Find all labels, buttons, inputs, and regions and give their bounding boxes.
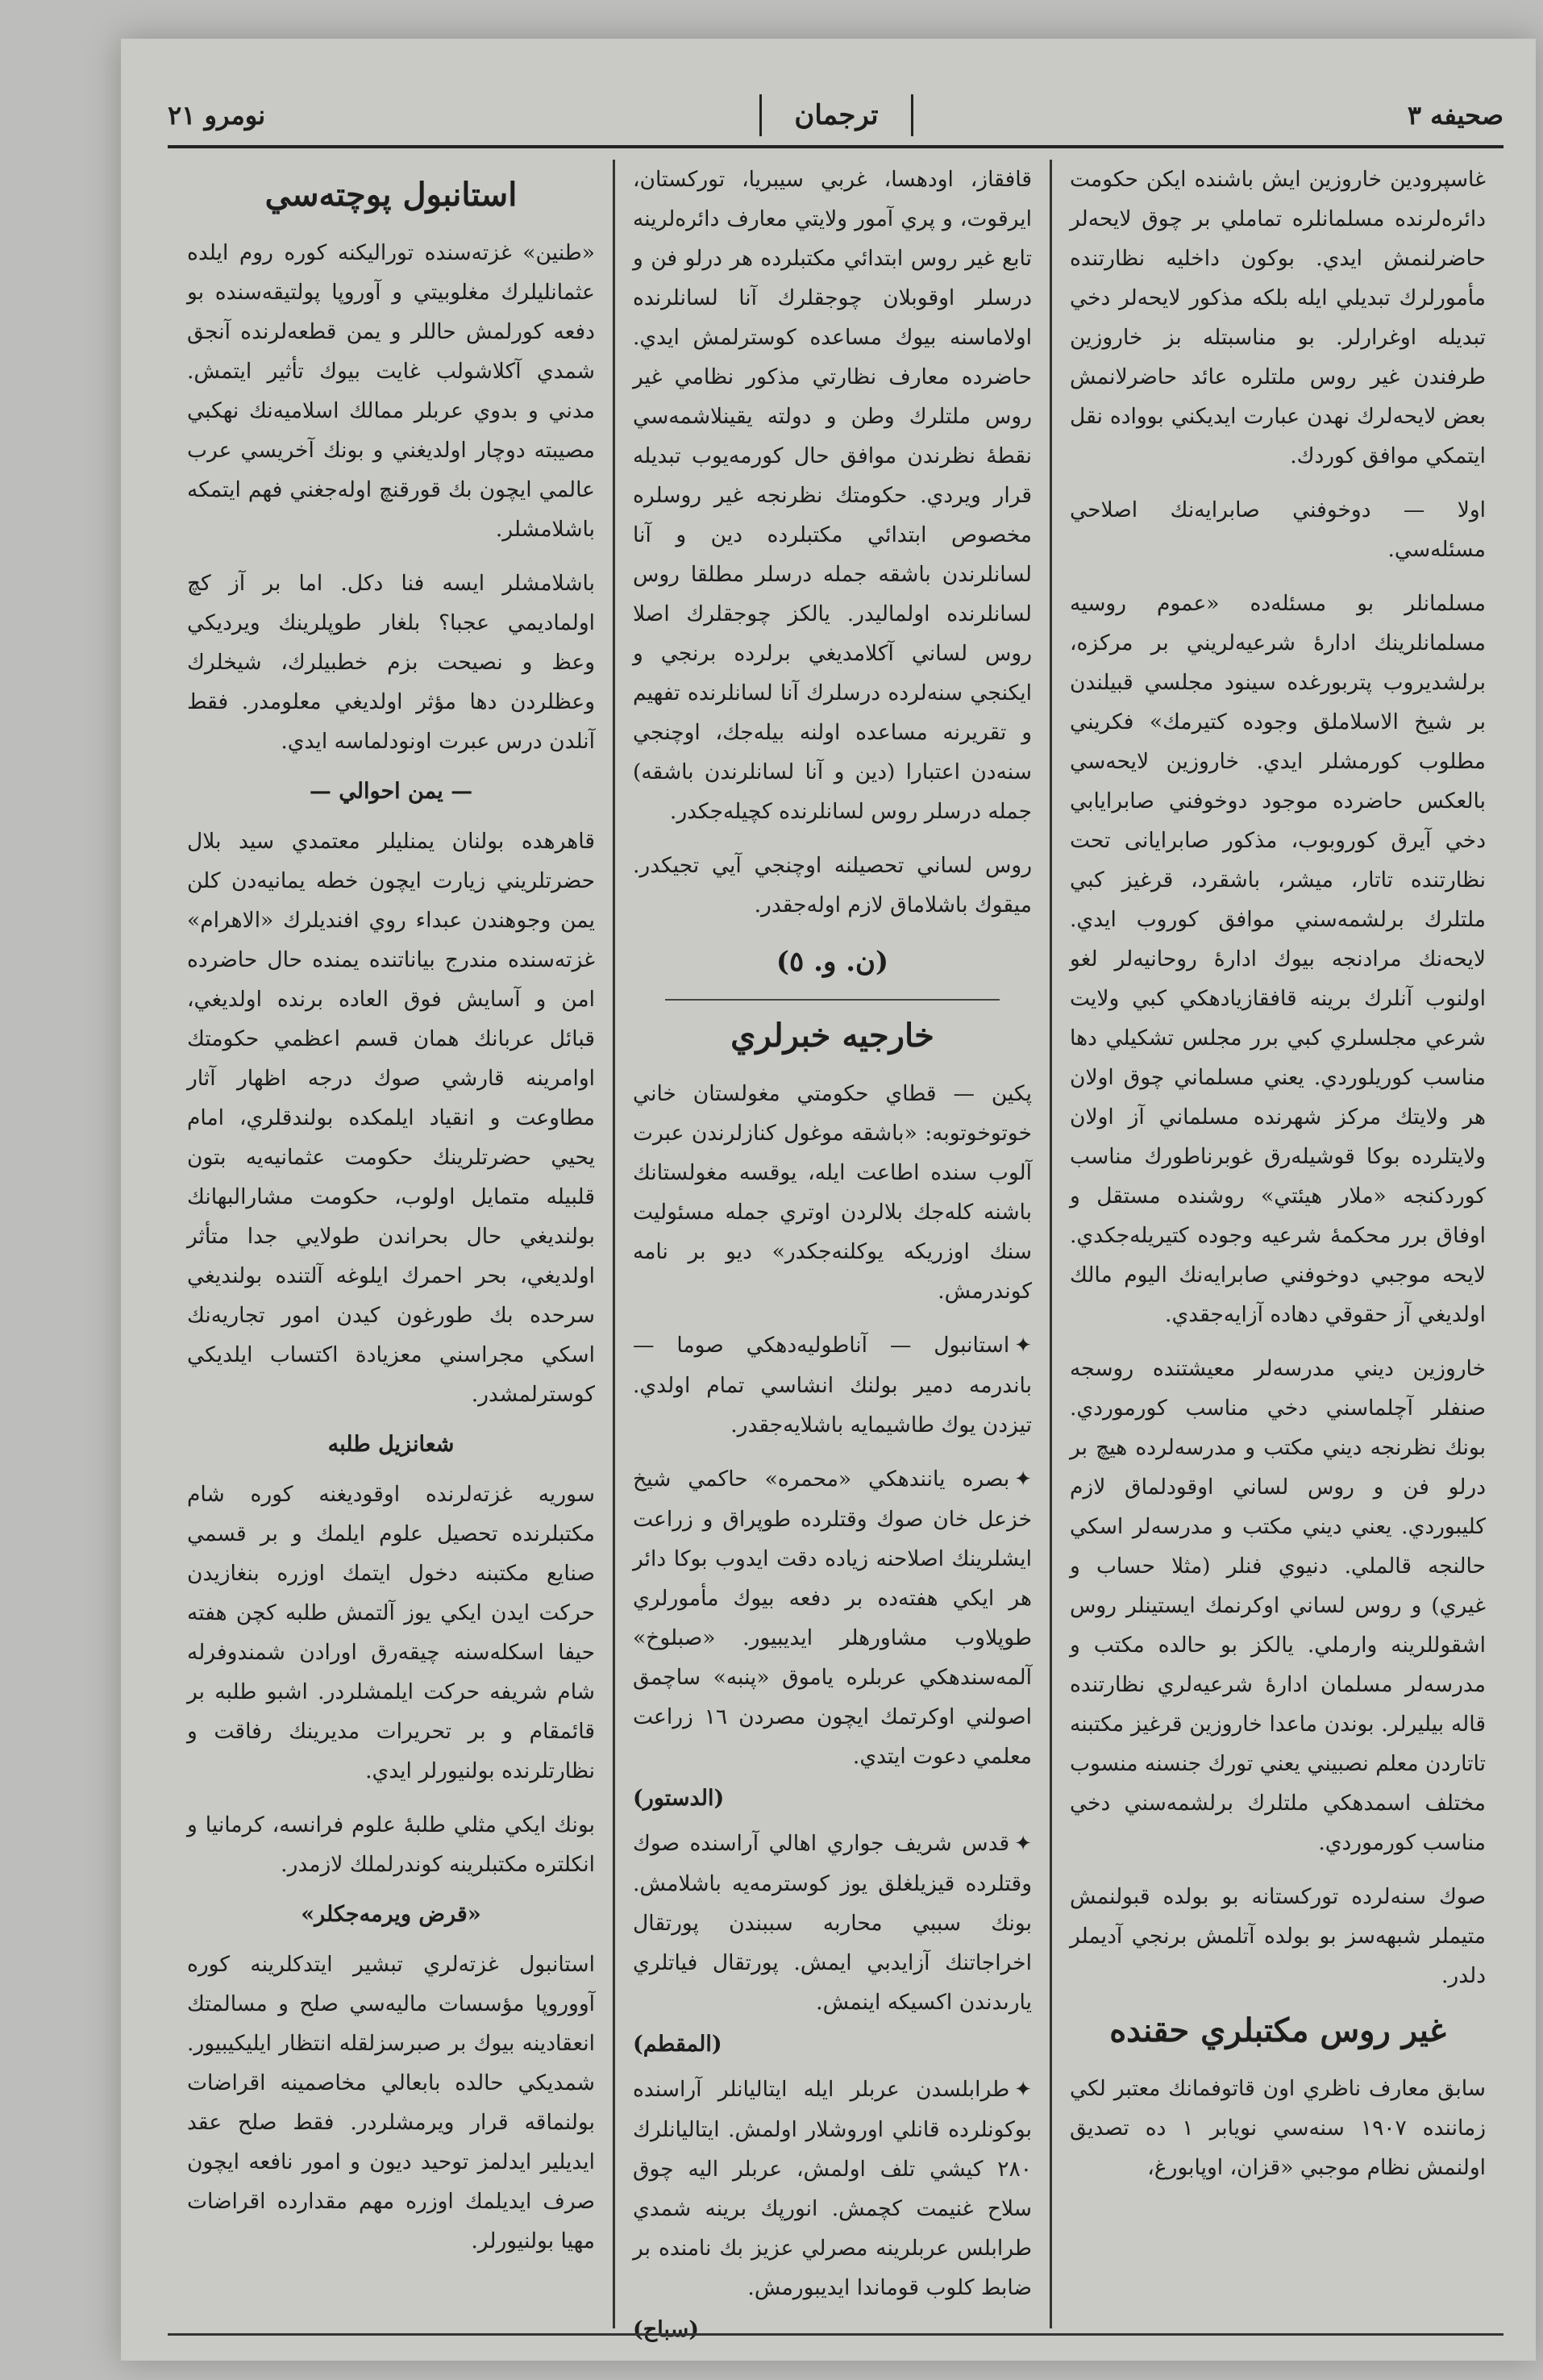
paragraph: صوك سنەلرده توركستانه بو بولده قبولنمش متيملر شبهەسز بو بولده آتلمش برنجي آديملر دلدر.	[1070, 1884, 1486, 1988]
news-text: طرابلسدن عربلر ايله ايتاليانلر آراسنده بوكونلرده قانلي اوروشلار اولمش. ايتاليانلرك ٢٨٠ كيشي تلف اولمش، عربلر اليه چوق سلاح غنيمت كچمش. انورپك برينه شمدي طرابلس عربلرينه مصرلي عزيز بك نامنده بر ضابط كلوب قوماندا ايديبورمش.	[633, 2077, 1032, 2300]
header-rule	[168, 145, 1503, 148]
bullet-icon: ✦	[1014, 2078, 1032, 2102]
right-column	[1052, 160, 1503, 2328]
subheading: شعانزيل طلبه	[327, 1432, 455, 1457]
news-source: (سباح)	[633, 2317, 699, 2342]
paragraph: بونك ايكي مثلي طلبهٔ علوم فرانسه، كرمانيا و انكلتره مكتبلرينه كوندرلملك لازمدر.	[187, 1812, 595, 1877]
news-text: بصره يانندهكي «محمره» حاكمي شيخ خزعل خان صوك وقتلرده طوپراق و زراعت ايشلرينك اصلاحنه زياده دقت ايدوب بوكا دائر هر ايكي هفتەده بر دفعه بيوك مأمورلري طوپلاوب مشاورهلر ايديبيور. «صبلوخ» آلمەسندهكي عربلره ياموق «پنبه» ساچمق اصولني اوكرتمك ايچون مصردن ١٦ زراعت معلمي دعوت ايتدي.	[633, 1467, 1032, 1769]
subheading: — يمن احوالي —	[309, 779, 473, 804]
news-item: پكين — قطاي حكومتي مغولستان خاني خوتوخوتوبه: «باشقه موغول كنازلرندن عبرت آلوب سنده اطاعت ايله، يوقسه مغولستانك باشنه كلەجك بلالردن اوتري جمله مسئوليت سنك اوزريكه يوكلنەجكدر» ديو بر نامه كوندرمش.	[633, 1081, 1032, 1304]
issue-number: نومرو ٢١	[168, 100, 266, 131]
bullet-icon: ✦	[1014, 1334, 1032, 1358]
newspaper-title: ترجمان	[759, 94, 913, 136]
news-item	[633, 1325, 1032, 1445]
paragraph: قاهرهده بولنان يمنليلر معتمدي سيد بلال حضرتلريني زيارت ايچون خطه يمانيەدن كلن يمن وجوهندن عبداء روي افنديلرك «الاهرام» غزتەسنده مندرج بياناتنده يمنده حال حاضرده امن و آسايش فوق العاده برنده اولديغي، قبائل عربانك همان قسم اعظمي حكومتك اوامرينه قارشي صوك درجه اظهار آثار مطاوعت و انقياد ايلمكده بولندقلري، امام يحيي حضرتلرينك حكومت عثمانيەيه بتون قلبيله متمايل اولوب، حكومت مشارالبهانك بولنديغي حال بحراندن طولايي جدا متأثر اولديغي، بحر احمرك ايلوغه آلتنده بولنديغي سرحده بك طورغون كيدن امور تجاريەنك اسكي مجراسني معزيادة اكتساب ايلديكي كوسترلمشدر.	[187, 829, 595, 1407]
news-source: (المقطم)	[633, 2032, 722, 2057]
section-heading: استانبول پوچتەسي	[264, 176, 518, 214]
footer-rule	[168, 2333, 1503, 2336]
newspaper-page	[121, 39, 1536, 2361]
middle-column	[613, 160, 1052, 2342]
signature: (ن. و. ٥)	[776, 946, 889, 978]
page-header	[168, 87, 1503, 144]
paragraph: «طنين» غزتەسنده توراليكنه كوره روم ايلده عثمانليلرك مغلوبيتي و آوروپا پولتيقەسنده بو دفعه كورلمش حاللر و يمن قطعەلرنده آنجق شمدي آكلاشولب غايت بيوك تأثير ايتمش. مدني و بدوي عربلر ممالك اسلاميەنك نهكبي مصيبته دوچار اولديغني و بونك آخريسي عرب عالمي ايچون بك قورقنچ اولەجغني فهم ايتمكه باشلامشلر.	[187, 240, 595, 542]
paragraph: قافقاز، اودهسا، غربي سيبريا، توركستان، ايرقوت، و پري آمور ولايتي معارف دائرەلرينه تابع غير روس ابتدائي مكتبلرده هر درلو فن و درسلر اوقوبلان چوجقلرك آنا لسانلرنده اولاماسنه بيوك مساعده كوسترلمش ايدي. حاضرده معارف نظارتي مذكور نظامي غير روس ملتلرك وطن و دولته يقينلاشمەسي نقطهٔ نظرندن موافق حال كورمەيوب تبديله قرار ويردي. حكومتك نظرنجه غير روسلره مخصوص ابتدائي مكتبلرده دين و آنا لسانلرندن باشقه جمله درسلر مطلقا روس لسانلرنده اولماليدر. يالكز چوجقلرك اصلا روس لساني آكلامديغي برلرده برنجي و ايكنجي سنەلرده درسلرك آنا لسانلرنده تفهيم و تقريرنه مساعده اولنه بيلەجك، اوچنجي سنەدن اعتبارا (دين و آنا لسانلرندن باشقه) جمله درسلر روس لسانلرنده كچيلەجكدر.	[633, 167, 1032, 824]
left-column	[169, 160, 613, 2328]
section-heading: غير روس مكتبلري حقنده	[1109, 2012, 1446, 2049]
paragraph: سابق معارف ناظري اون قاتوفمانك معتبر لكي زماننده ١٩٠٧ سنەسي نويابر ١ ده تصديق اولنمش نظام موجبي «قزان، اوپابورغ،	[1070, 2076, 1487, 2180]
paragraph: مسلمانلر بو مسئلەده «عموم روسيه مسلمانلرينك ادارهٔ شرعيەلريني بر مركزه، برلشديروب پتربورغده سينود مجلسي قبيلندن بر شيخ الاسلاملق وجوده كتيرمك» فكريني مطلوب كورمشلر ايدي. خاروزين لايحەسي بالعكس حاضرده موجود دوخوفني صابرايابي دخي آيرق كوروبوب، مذكور صابرايانى تحت نظارتنده تاتار، ميشر، باشقرد، قرغيز كبي ملتلرك برلشمەسني موافق كوروب ايدي. لايحەنك مرادنجه بيوك ادارهٔ روحانيەلر لغو اولنوب آنلرك برينه قافقازيادهكي كبي ولايت شرعي مجلسلري كبي برر مجلس تشكيلي دها مناسب كوريلوردي. يعني مسلماني چوق اولان هر ولايتك مركز شهرنده مسلماني آز اولان ولايتلرده بوكا قوشيلەرق غوبرناطورك مناسب كوردكنجه «ملار هيئتي» روشنده مستقل و اوفاق برر محكمهٔ شرعيه وجوده كتيريلەجكدي. لايحه موجبي دوخوفني صابرايەنك اليوم مالك اولديغي آز حقوقي دهاده آزايەجقدي.	[1070, 591, 1486, 1327]
divider	[665, 999, 1000, 1001]
paragraph: اولا — دوخوفني صابرايەنك اصلاحي مسئلەسي.	[1070, 497, 1486, 562]
subheading: «قرض ويرمەجكلر»	[301, 1902, 481, 1927]
paragraph: روس لساني تحصيلنه اوچنجي آيي تجيكدر. ميقوك باشلاماق لازم اولەجقدر.	[633, 853, 1032, 917]
paragraph: استانبول غزتەلري تبشير ايتدكلرينه كوره آووروپا مؤسسات ماليەسي صلح و مسالمتك انعقادينه بيوك بر صبرسزلقله انتظار ايليكيبيور. شمديكي حالده بابعالي مخاصمينه اقراضات بولنماقه قرار ويرمشلردر. فقط صلح عقد ايديلير ايدلمز توحيد ديون و امور نافعه ايچون صرف ايديلمك اوزره مهم مقدارده اقراضات مهيا بولنيورلر.	[187, 1952, 595, 2253]
news-source: (الدستور)	[633, 1786, 725, 1811]
columns	[168, 160, 1503, 2342]
paragraph: غاسپرودين خاروزين ايش باشنده ايكن حكومت دائرەلرنده مسلمانلره تماملي بر چوق لايحەلر حاضرلنمش ايدي. بوكون داخليه نظارتنده مأمورلرك تبديلي ايله بلكه مذكور لايحەلر دخي تبديله اوغرارلر. بو مناسبتله بز خاروزين طرفندن غير روس ملتلره عائد حاضرلانمش بعض لايحەلرك نهدن عبارت ايديكني بووادە نقل ايتمكي موافق كوردك.	[1070, 167, 1486, 468]
news-text: قدس شريف جواري اهالي آراسنده صوك وقتلرده قيزيلغلق يوز كوسترمەيه باشلامش. بونك سببي محاربه سببندن پورتقال اخراجاتنك آزايدبي ايمش. پورتقال فياتلري يارىدندن اكسيكه اينمش.	[633, 1831, 1032, 2015]
section-heading: خارجيه خبرلري	[730, 1017, 934, 1055]
bullet-icon: ✦	[1014, 1832, 1032, 1856]
news-item	[633, 1459, 1032, 1776]
paragraph: خاروزين ديني مدرسەلر معيشتنده روسجه صنفلر آچلماسني دخي مناسب كورموردي. بونك نظرنجه ديني مكتب و مدرسەلرده هيچ بر درلو فن و روس لساني اوقودلماق لازم كليبوردي. يعني ديني مكتب و مدرسەلر اسكي حالنجه قالملي. دنيوي فنلر (مثلا حساب و غيري) و روس لساني اوكرنمك ايستينلر روس اشقوللرينه وارملي. يالكز بو حالده مكتب و مدرسەلر مسلمان ادارهٔ شرعيەلري نظارتنده قاله بيليرلر. بوندن ماعدا خاروزين قرغيز مكتبنه تاتاردن معلم نصبيني يعني تورك جنسنه منسوب مختلف اسمدهكي ملتلرك برلشمەسني دخي مناسب كورموردي.	[1070, 1356, 1486, 1855]
paragraph: باشلامشلر ايسه فنا دكل. اما بر آز كچ اولماديمي عجبا؟ بلغار طوپلرينك ويرديكي وعظ و نصيحت بزم خطبيلرك، شيخلرك وعظلردن دها مؤثر اولديغي معلومدر. فقط آنلدن درس عبرت اونودلماسه ايدي.	[187, 571, 595, 754]
news-text: استانبول — آناطوليەدهكي صوما — باندرمه دمير بولنك انشاسي تمام اولدي. تيزدن يوك طاشيمايه باشلايەجقدر.	[633, 1333, 1032, 1438]
page-number: صحيفه ٣	[1407, 100, 1503, 131]
paragraph: سوريه غزتەلرنده اوقوديغنه كوره شام مكتبلرنده تحصيل علوم ايلمك و بر قسمي صنايع مكتبنه دخول ايتمك اوزره بنغازيدن حركت ايدن ايكي يوز آلتمش طلبه كچن هفته حيفا اسكلەسنه چيقەرق اورادن شمندوفرله شام شريفه حركت ايلمشلردر. اشبو طلبه بر قائمقام و بر تحريرات مديرينك رفاقت و نظارتلرنده بولنيورلر ايدي.	[187, 1482, 595, 1783]
news-item	[633, 2070, 1032, 2307]
bullet-icon: ✦	[1014, 1467, 1032, 1492]
news-item	[633, 1824, 1032, 2022]
